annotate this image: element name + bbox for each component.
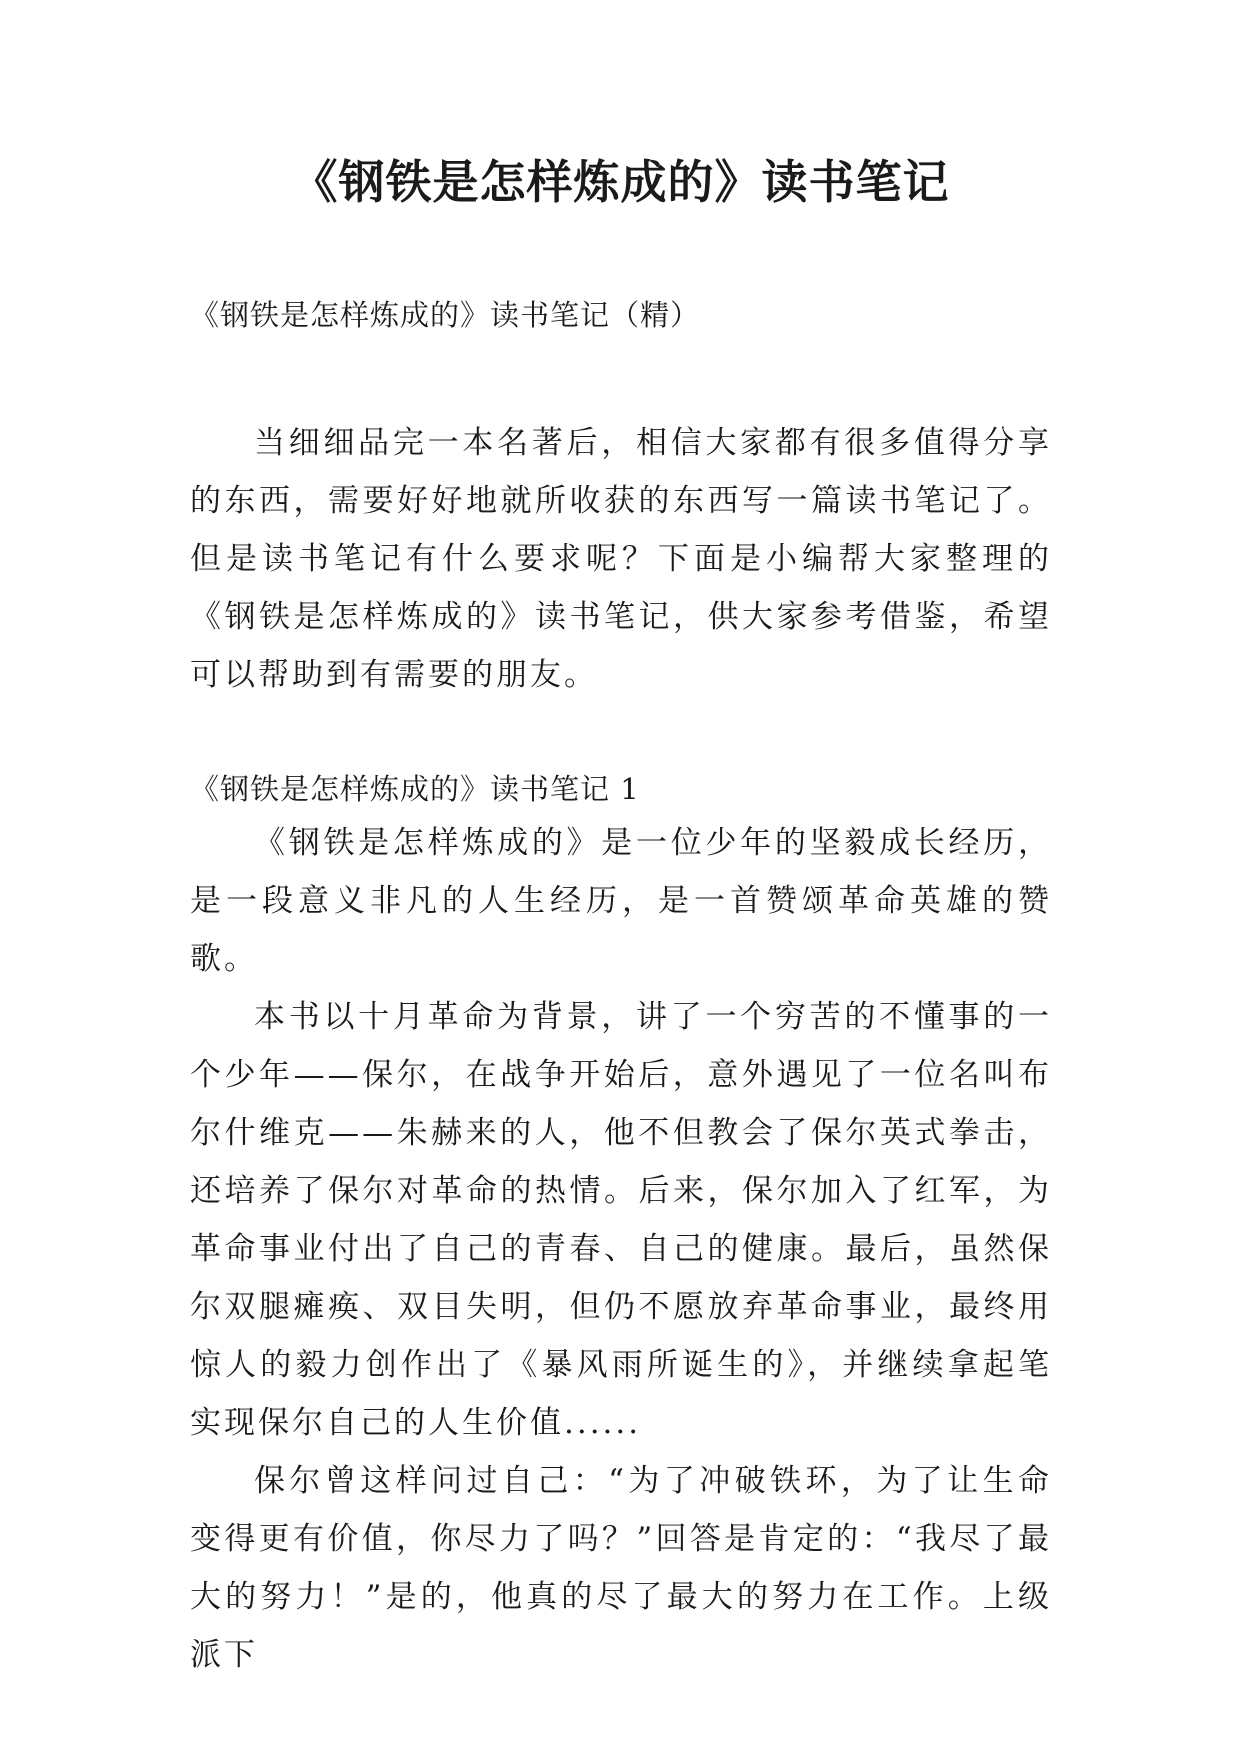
body-paragraph: 本书以十月革命为背景，讲了一个穷苦的不懂事的一个少年——保尔，在战争开始后，意外遇见了一位名叫布尔什维克——朱赫来的人，他不但教会了保尔英式拳击，还培养了保尔对革命的热情。后来，保尔加入了红军，为革命事业付出了自己的青春、自己的健康。最后，虽然保尔双腿瘫痪、双目失明，但仍不愿放弃革命事业，最终用惊人的毅力创作出了《暴风雨所诞生的》，并继续拿起笔实现保尔自己的人生价值...... [190, 999, 1052, 1441]
intro-paragraph: 当细细品完一本名著后，相信大家都有很多值得分享的东西，需要好好地就所收获的东西写一篇读书笔记了。但是读书笔记有什么要求呢？下面是小编帮大家整理的《钢铁是怎样炼成的》读书笔记，供大家参考借鉴，希望可以帮助到有需要的朋友。 [190, 425, 1052, 693]
document-body [190, 290, 1052, 1684]
document-subtitle: 《钢铁是怎样炼成的》读书笔记（精） [190, 298, 701, 332]
body-paragraph: 保尔曾这样问过自己：“为了冲破铁环，为了让生命变得更有价值，你尽力了吗？”回答是肯定的：“我尽了最大的努力！”是的，他真的尽了最大的努力在工作。上级派下 [190, 1463, 1052, 1673]
spacer [190, 340, 1052, 414]
section-heading: 《钢铁是怎样炼成的》读书笔记 1 [190, 772, 640, 806]
document-title: 《钢铁是怎样炼成的》读书笔记 [291, 155, 950, 209]
body-paragraph: 《钢铁是怎样炼成的》是一位少年的坚毅成长经历，是一段意义非凡的人生经历，是一首赞颂革命英雄的赞歌。 [190, 825, 1052, 977]
spacer [190, 704, 1052, 764]
